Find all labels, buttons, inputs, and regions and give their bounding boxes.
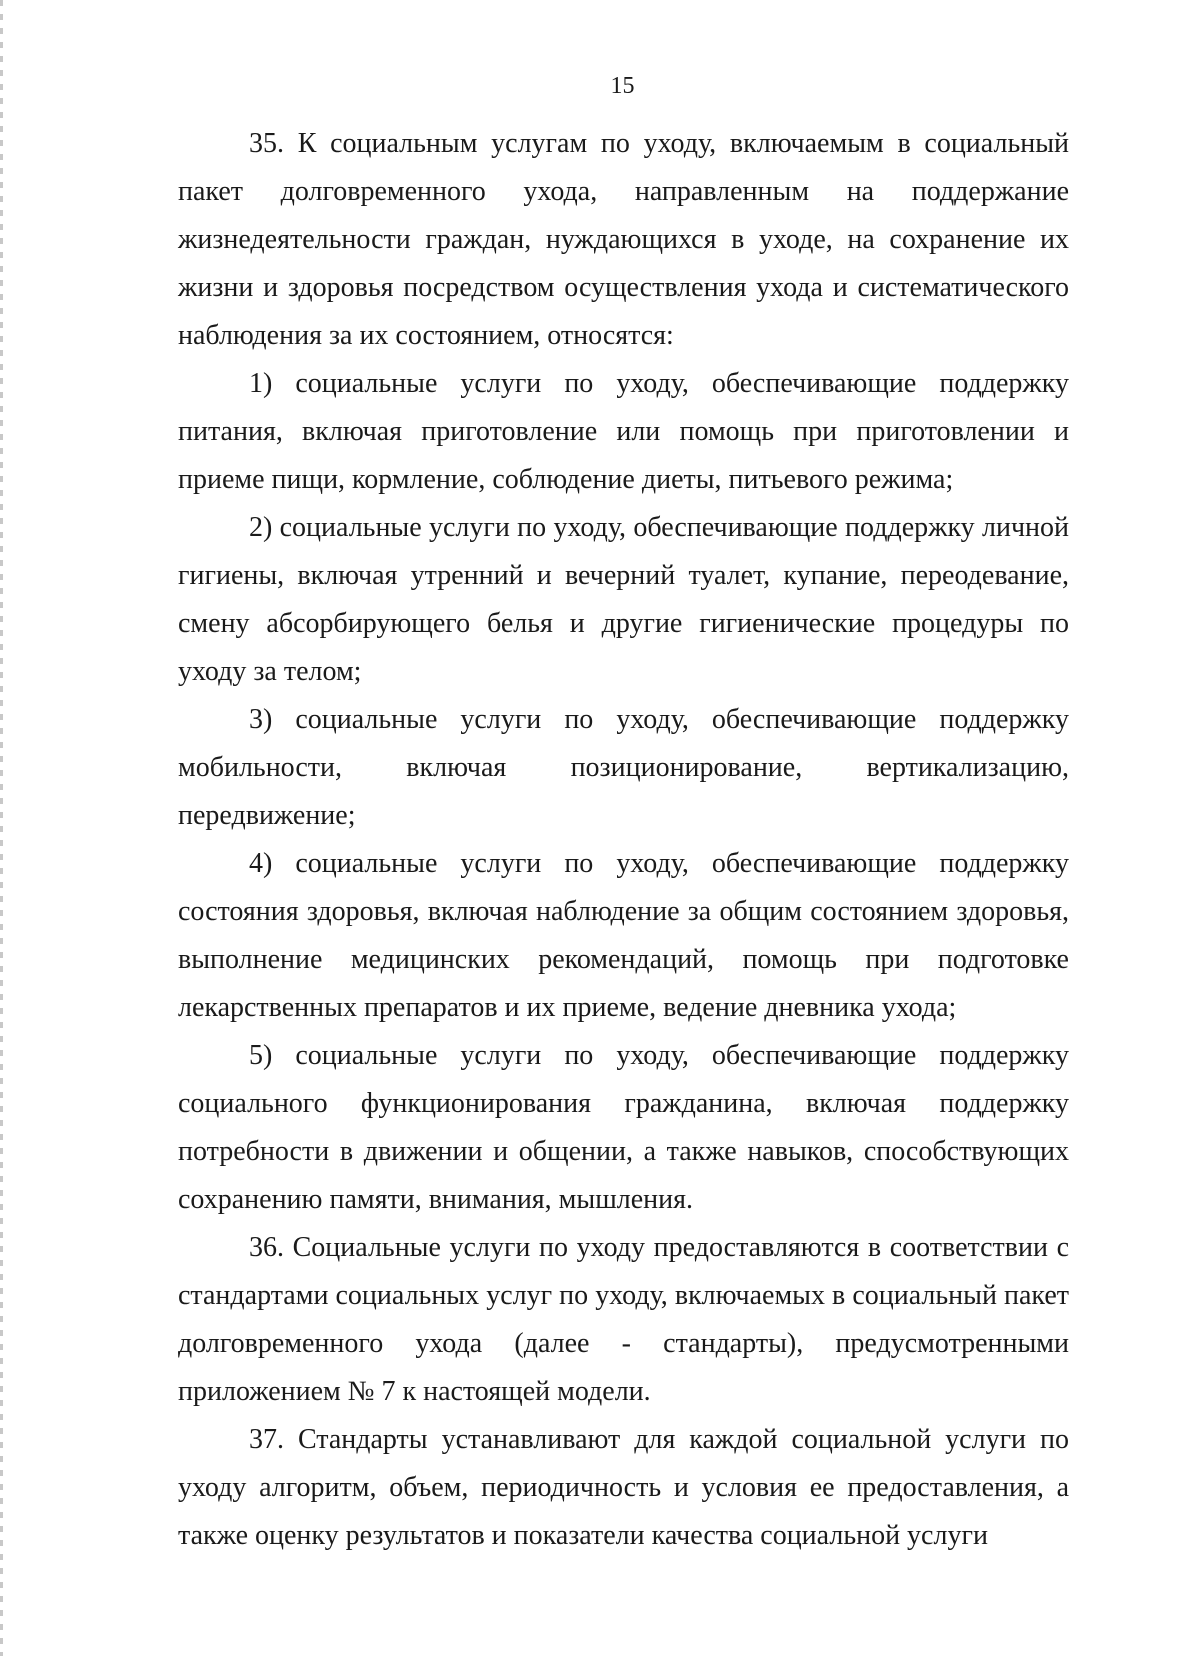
page-number: 15 — [610, 73, 635, 99]
list-item-5: 5) социальные услуги по уходу, обеспечивающие поддержку социального функционирования гражданина, включая поддержку потребности в движении и общении, а также навыков, способствующих сохранению памяти, внимания, мышления. — [178, 1040, 1069, 1215]
paragraph-35: 35. К социальным услугам по уходу, включаемым в социальный пакет долговременного ухода, направленным на поддержание жизнедеятельности граждан, нуждающихся в уходе, на сохранение их жизни и здоровья посредством осуществления ухода и систематического наблюдения за их состоянием, относятся: — [178, 128, 1069, 351]
document-body — [178, 120, 1069, 1560]
scan-edge-marks — [0, 0, 3, 1656]
paragraph-37: 37. Стандарты устанавливают для каждой социальной услуги по уходу алгоритм, объем, периодичность и условия ее предоставления, а также оценку результатов и показатели качества социальной услуги — [178, 1424, 1069, 1551]
list-item-2: 2) социальные услуги по уходу, обеспечивающие поддержку личной гигиены, включая утренний и вечерний туалет, купание, переодевание, смену абсорбирующего белья и другие гигиенические процедуры по уходу за телом; — [178, 512, 1069, 687]
list-item-3: 3) социальные услуги по уходу, обеспечивающие поддержку мобильности, включая позиционирование, вертикализацию, передвижение; — [178, 704, 1069, 831]
paragraph-36: 36. Социальные услуги по уходу предоставляются в соответствии с стандартами социальных услуг по уходу, включаемых в социальный пакет долговременного ухода (далее - стандарты), предусмотренными приложением № 7 к настоящей модели. — [178, 1232, 1069, 1407]
list-item-4: 4) социальные услуги по уходу, обеспечивающие поддержку состояния здоровья, включая наблюдение за общим состоянием здоровья, выполнение медицинских рекомендаций, помощь при подготовке лекарственных препаратов и их приеме, ведение дневника ухода; — [178, 848, 1069, 1023]
list-item-1: 1) социальные услуги по уходу, обеспечивающие поддержку питания, включая приготовление или помощь при приготовлении и приеме пищи, кормление, соблюдение диеты, питьевого режима; — [178, 368, 1069, 495]
